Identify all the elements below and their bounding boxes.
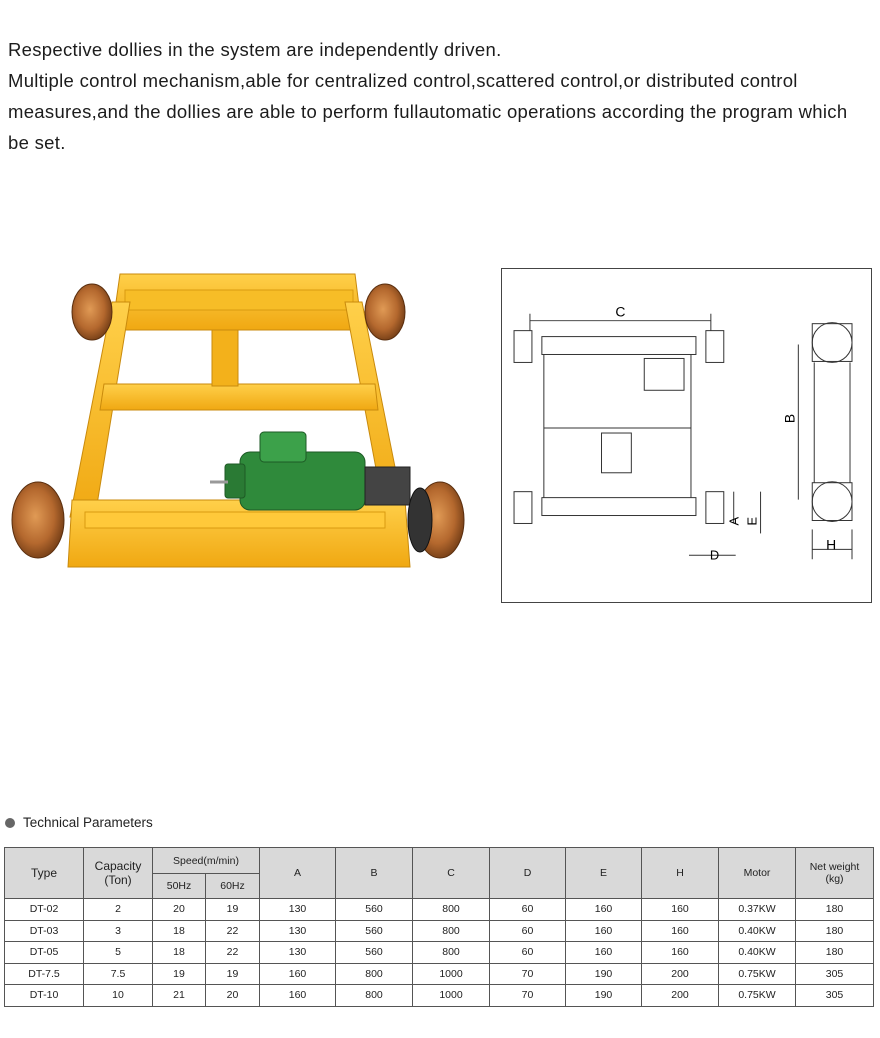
table-header-row bbox=[5, 848, 874, 874]
table-cell: 800 bbox=[413, 899, 490, 921]
header-weight-line2: (kg) bbox=[825, 873, 844, 885]
table-cell: 180 bbox=[796, 942, 874, 964]
table-cell: 22 bbox=[206, 942, 260, 964]
table-cell: 5 bbox=[84, 942, 153, 964]
table-cell: 560 bbox=[336, 942, 413, 964]
table-cell: 18 bbox=[153, 920, 206, 942]
bullet-icon bbox=[5, 818, 15, 828]
table-row bbox=[5, 899, 874, 921]
table-cell: 0.40KW bbox=[719, 942, 796, 964]
table-cell: 305 bbox=[796, 963, 874, 985]
table-cell: 1000 bbox=[413, 963, 490, 985]
table-cell: DT-05 bbox=[5, 942, 84, 964]
intro-text bbox=[8, 34, 868, 158]
table-cell: 60 bbox=[490, 942, 566, 964]
table-cell: 21 bbox=[153, 985, 206, 1007]
header-50hz: 50Hz bbox=[153, 874, 206, 899]
table-cell: 0.75KW bbox=[719, 963, 796, 985]
table-cell: 160 bbox=[566, 899, 642, 921]
table-cell: 560 bbox=[336, 920, 413, 942]
table-cell: 0.40KW bbox=[719, 920, 796, 942]
table-cell: 160 bbox=[642, 899, 719, 921]
table-cell: 160 bbox=[260, 963, 336, 985]
dolly-photo bbox=[0, 262, 475, 582]
header-a: A bbox=[260, 848, 336, 899]
header-c: C bbox=[413, 848, 490, 899]
table-row bbox=[5, 963, 874, 985]
table-cell: 305 bbox=[796, 985, 874, 1007]
table-cell: 0.75KW bbox=[719, 985, 796, 1007]
table-cell: 0.37KW bbox=[719, 899, 796, 921]
table-cell: 20 bbox=[153, 899, 206, 921]
header-speed: Speed(m/min) bbox=[153, 848, 260, 874]
intro-line-1: Respective dollies in the system are independently driven. bbox=[8, 39, 502, 60]
technical-parameters-table bbox=[4, 847, 874, 1007]
table-cell: 3 bbox=[84, 920, 153, 942]
header-capacity bbox=[84, 848, 153, 899]
table-cell: DT-02 bbox=[5, 899, 84, 921]
table-cell: 800 bbox=[336, 963, 413, 985]
dim-label-b: B bbox=[781, 413, 798, 424]
intro-line-2: Multiple control mechanism,able for centralized control,scattered control,or distributed control measures,and the dollies are able to perform fullautomatic operations according the program which be set. bbox=[8, 70, 848, 153]
table-cell: 60 bbox=[490, 899, 566, 921]
table-cell: 800 bbox=[413, 942, 490, 964]
table-cell: 18 bbox=[153, 942, 206, 964]
table-cell: 180 bbox=[796, 920, 874, 942]
dim-label-e: E bbox=[744, 516, 760, 526]
table-cell: 7.5 bbox=[84, 963, 153, 985]
table-cell: DT-10 bbox=[5, 985, 84, 1007]
table-row bbox=[5, 985, 874, 1007]
table-cell: 130 bbox=[260, 920, 336, 942]
dim-label-h: H bbox=[826, 536, 837, 553]
table-cell: 160 bbox=[566, 920, 642, 942]
table-cell: 160 bbox=[642, 920, 719, 942]
header-motor: Motor bbox=[719, 848, 796, 899]
header-weight-line1: Net weight bbox=[809, 861, 860, 873]
table-cell: 60 bbox=[490, 920, 566, 942]
table-cell: 190 bbox=[566, 985, 642, 1007]
table-cell: 19 bbox=[153, 963, 206, 985]
header-type: Type bbox=[5, 848, 84, 899]
table-cell: 160 bbox=[260, 985, 336, 1007]
table-cell: 130 bbox=[260, 899, 336, 921]
table-cell: 560 bbox=[336, 899, 413, 921]
table-cell: 190 bbox=[566, 963, 642, 985]
table-cell: 160 bbox=[566, 942, 642, 964]
table-cell: 2 bbox=[84, 899, 153, 921]
table-cell: 180 bbox=[796, 899, 874, 921]
section-header bbox=[5, 815, 153, 830]
table-row bbox=[5, 920, 874, 942]
header-capacity-line1: Capacity bbox=[94, 859, 142, 873]
header-capacity-line2: (Ton) bbox=[104, 873, 132, 887]
table-cell: 70 bbox=[490, 963, 566, 985]
section-title: Technical Parameters bbox=[23, 815, 153, 830]
table-cell: 22 bbox=[206, 920, 260, 942]
header-d: D bbox=[490, 848, 566, 899]
table-cell: 19 bbox=[206, 899, 260, 921]
header-h: H bbox=[642, 848, 719, 899]
table-cell: DT-7.5 bbox=[5, 963, 84, 985]
dim-label-d: D bbox=[709, 547, 720, 563]
table-row bbox=[5, 942, 874, 964]
table-cell: DT-03 bbox=[5, 920, 84, 942]
table-cell: 800 bbox=[413, 920, 490, 942]
table-cell: 200 bbox=[642, 963, 719, 985]
header-b: B bbox=[336, 848, 413, 899]
header-60hz: 60Hz bbox=[206, 874, 260, 899]
table-cell: 130 bbox=[260, 942, 336, 964]
table-cell: 20 bbox=[206, 985, 260, 1007]
table-cell: 70 bbox=[490, 985, 566, 1007]
header-e: E bbox=[566, 848, 642, 899]
table-cell: 200 bbox=[642, 985, 719, 1007]
table-cell: 10 bbox=[84, 985, 153, 1007]
dim-label-a: A bbox=[726, 516, 742, 526]
dim-label-c: C bbox=[615, 303, 626, 320]
table-cell: 160 bbox=[642, 942, 719, 964]
table-cell: 1000 bbox=[413, 985, 490, 1007]
header-net-weight bbox=[796, 848, 874, 899]
table-cell: 800 bbox=[336, 985, 413, 1007]
dimension-drawing bbox=[501, 268, 872, 603]
table-cell: 19 bbox=[206, 963, 260, 985]
